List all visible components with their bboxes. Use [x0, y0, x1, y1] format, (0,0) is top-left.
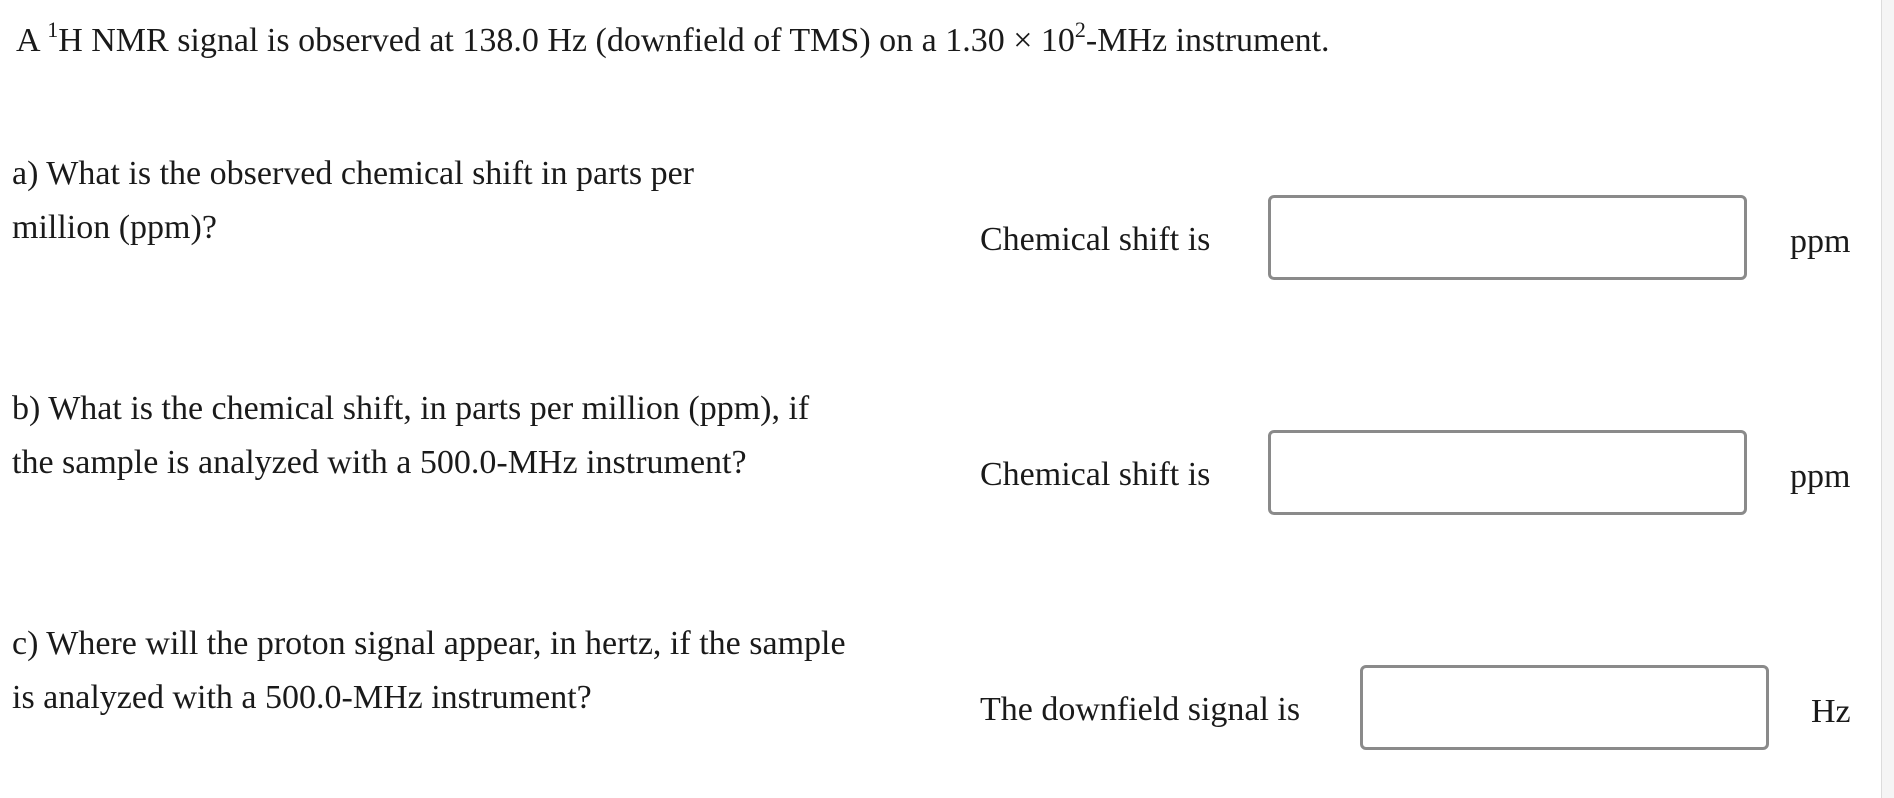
question-a-line-2: million (ppm)?: [12, 209, 217, 246]
question-b-line-1: b) What is the chemical shift, in parts per million (ppm), if: [12, 390, 810, 427]
answer-b-input[interactable]: [1268, 430, 1747, 515]
exponent-superscript: 2: [1074, 17, 1086, 42]
intro-suffix: -MHz instrument.: [1085, 22, 1330, 59]
intro-middle: H NMR signal is observed at 138.0 Hz (downfield of TMS) on a 1.30 × 10: [58, 22, 1075, 59]
intro-prefix: A: [16, 22, 48, 59]
answer-a-unit: ppm: [1790, 223, 1851, 260]
answer-a-label: Chemical shift is: [980, 221, 1211, 258]
answer-b-unit: ppm: [1790, 458, 1851, 495]
answer-b-label: Chemical shift is: [980, 456, 1211, 493]
question-c: [12, 617, 846, 725]
question-c-line-2: is analyzed with a 500.0-MHz instrument?: [12, 679, 592, 716]
question-b: [12, 382, 809, 490]
problem-statement: [16, 18, 1330, 64]
answer-a-input[interactable]: [1268, 195, 1747, 280]
question-a: [12, 147, 694, 255]
answer-c-input[interactable]: [1360, 665, 1769, 750]
answer-c-label: The downfield signal is: [980, 691, 1301, 728]
answer-c-unit: Hz: [1811, 693, 1851, 730]
question-c-line-1: c) Where will the proton signal appear, in hertz, if the sample: [12, 625, 846, 662]
question-b-line-2: the sample is analyzed with a 500.0-MHz instrument?: [12, 444, 747, 481]
question-a-line-1: a) What is the observed chemical shift in parts per: [12, 155, 694, 192]
page-scrollbar[interactable]: [1881, 0, 1894, 798]
isotope-superscript: 1: [47, 17, 59, 42]
